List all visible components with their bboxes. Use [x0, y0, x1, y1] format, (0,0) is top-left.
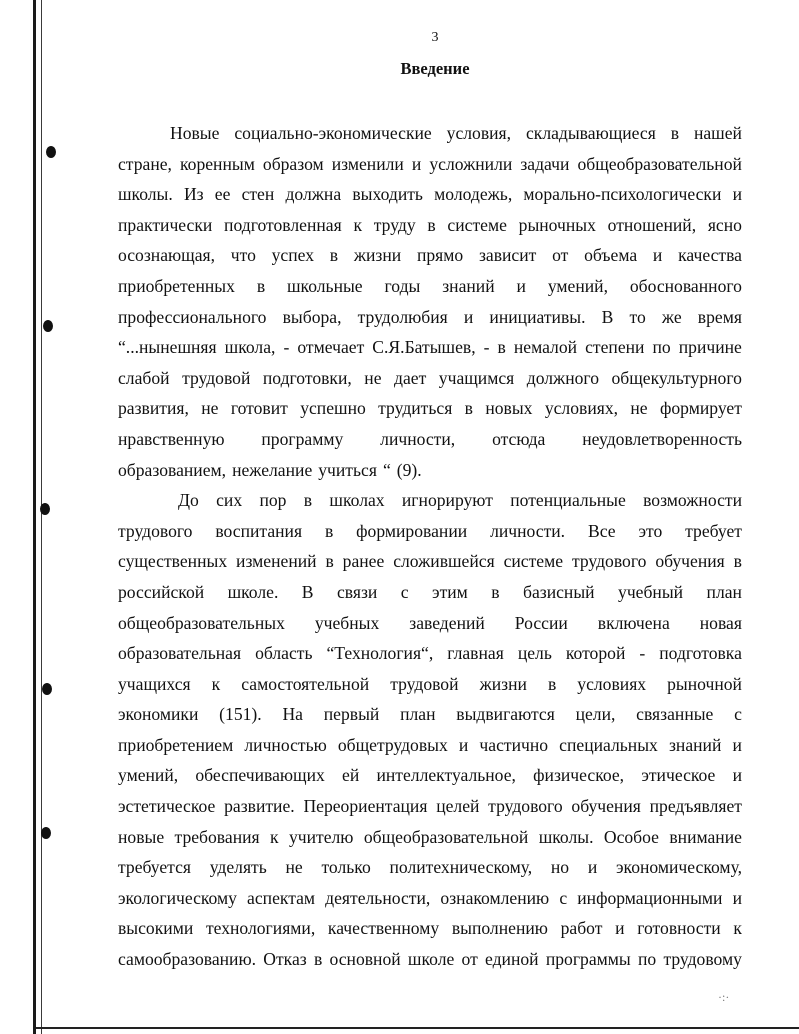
text-line: самообразованию. Отказ в основной школе от единой программы по трудовому — [118, 949, 742, 970]
text-line: развития, не готовит успешно трудиться в новых условиях, не формирует — [118, 398, 742, 419]
text-line: стране, коренным образом изменили и усложнили задачи общеобразовательной — [118, 153, 742, 174]
text-line: существенных изменений в ранее сложившейся системе трудового обучения в — [118, 551, 742, 572]
text-line: приобретенных в школьные годы знаний и умений, обоснованного — [118, 275, 742, 296]
text-line: “...нынешняя школа, - отмечает С.Я.Батышев, - в немалой степени по причине — [118, 337, 742, 358]
text-line: Новые социально-экономические условия, складывающиеся в нашей — [170, 123, 742, 143]
text-line: образованием, нежелание учиться “ (9). — [118, 459, 422, 480]
text-line: До сих пор в школах игнорируют потенциальные возможности — [178, 490, 742, 511]
punch-hole-mark — [43, 320, 53, 332]
text-line: школы. Из ее стен должна выходить молодежь, морально-психологически и — [118, 184, 742, 205]
text-line: нравственную программу личности, отсюда неудовлетворенность — [118, 428, 742, 449]
binding-line-outer — [33, 0, 36, 1034]
section-title: Введение — [400, 59, 470, 78]
text-line: практически подготовленная к труду в системе рыночных отношений, ясно — [118, 214, 742, 235]
text-line: эстетическое развитие. Переориентация целей трудового обучения предъявляет — [118, 796, 742, 817]
text-line: трудового воспитания в формировании личности. Все это требует — [118, 520, 742, 541]
text-line: умений, обеспечивающих ей интеллектуальное, физическое, этическое и — [118, 765, 742, 786]
text-line: приобретением личностью общетрудовых и частично специальных знаний и — [118, 734, 742, 755]
text-line: профессионального выбора, трудолюбия и инициативы. В то же время — [118, 306, 742, 327]
text-line: общеобразовательных учебных заведений России включена новая — [118, 612, 742, 633]
text-line: осознающая, что успех в жизни прямо зависит от объема и качества — [118, 245, 742, 266]
text-line: новые требования к учителю общеобразовательной школы. Особое внимание — [118, 826, 742, 847]
paragraph-2 — [118, 485, 742, 975]
punch-hole-mark — [40, 503, 50, 515]
body-text — [118, 118, 742, 975]
scan-smudge: ·:· — [718, 990, 730, 1004]
binding-line-inner — [41, 0, 42, 1034]
text-line: требуется уделять не только политехническому, но и экономическому, — [118, 857, 742, 878]
text-line: высокими технологиями, качественному выполнению работ и готовности к — [118, 918, 742, 939]
punch-hole-mark — [41, 827, 51, 839]
scan-bottom-edge — [36, 1027, 799, 1029]
page-number: 3 — [431, 30, 439, 45]
text-line: образовательная область “Технология“, главная цель которой - подготовка — [118, 643, 742, 664]
text-line: экологическому аспектам деятельности, ознакомлению с информационными и — [118, 887, 742, 908]
punch-hole-mark — [42, 683, 52, 695]
paragraph-1 — [118, 118, 742, 485]
text-line: учащихся к самостоятельной трудовой жизни в условиях рыночной — [118, 673, 742, 694]
text-line: экономики (151). На первый план выдвигаются цели, связанные с — [118, 704, 742, 725]
text-line: слабой трудовой подготовки, не дает учащимся должного общекультурного — [118, 367, 742, 388]
punch-hole-mark — [46, 146, 56, 158]
text-line: российской школе. В связи с этим в базисный учебный план — [118, 581, 742, 602]
